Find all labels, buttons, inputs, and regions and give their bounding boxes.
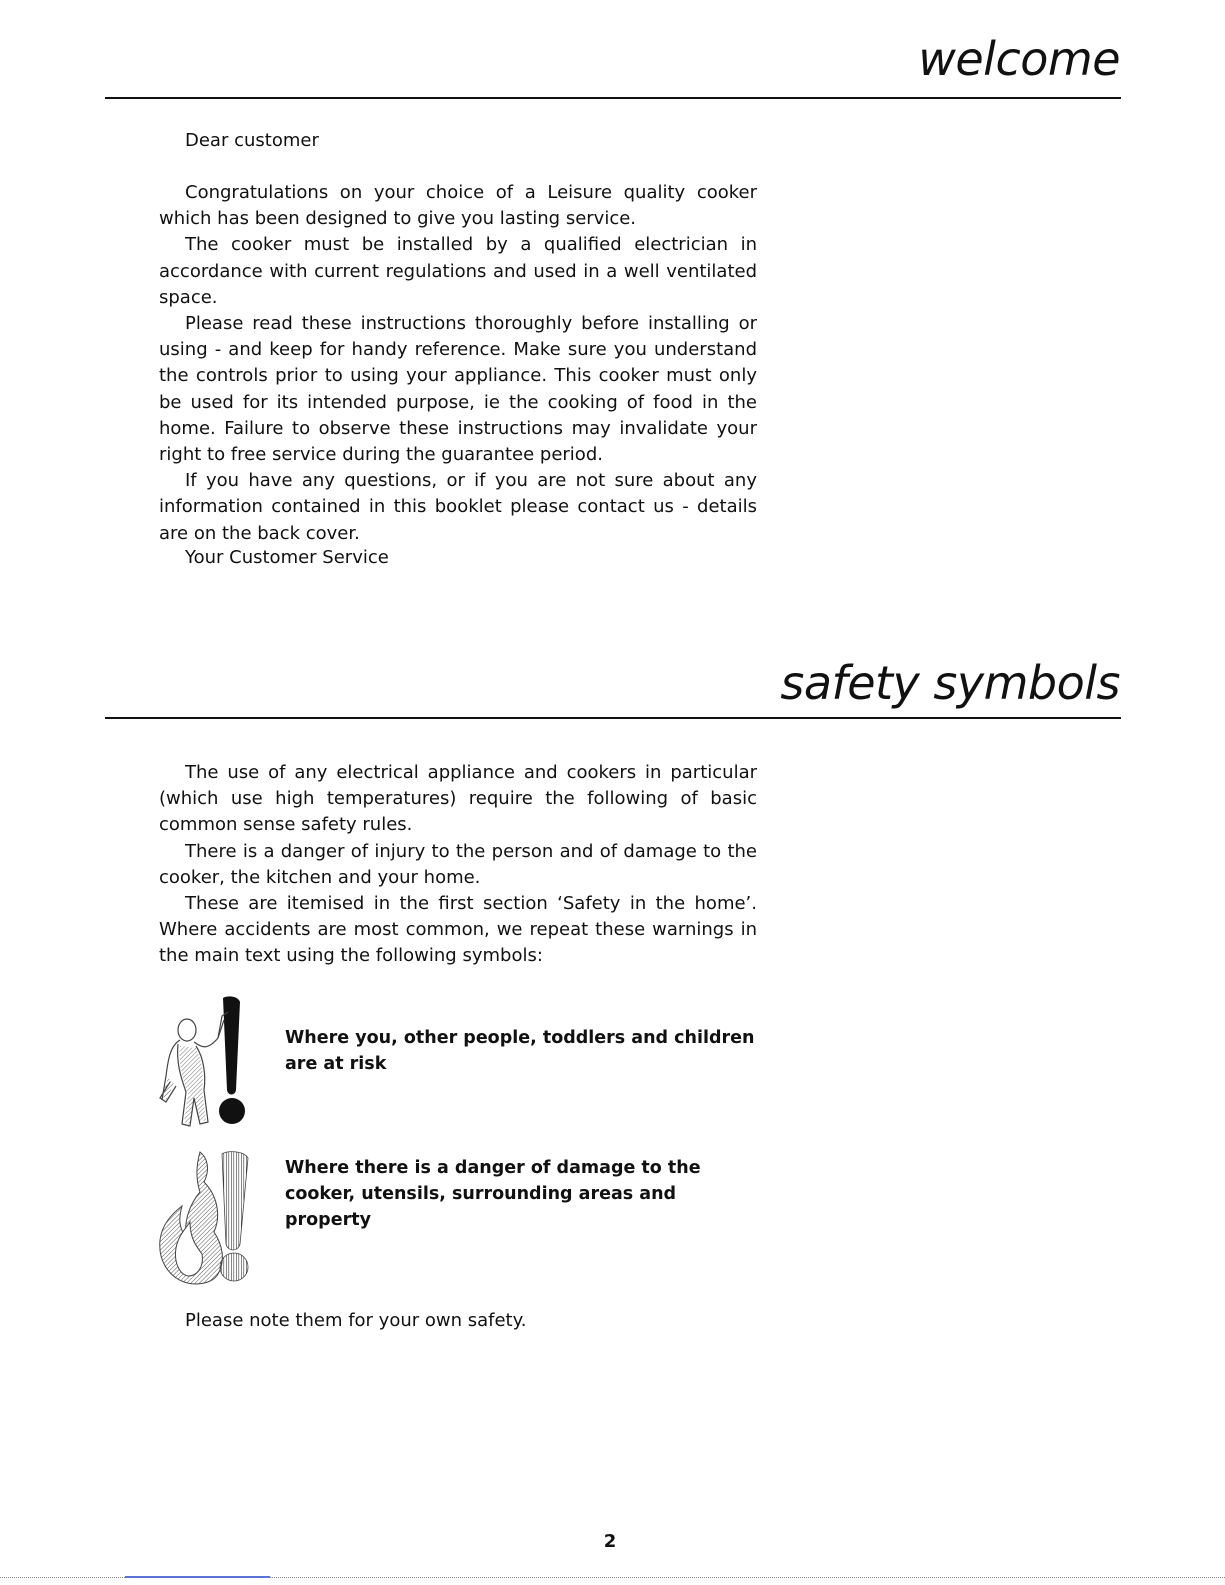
safety-rule (105, 717, 1121, 719)
symbol-person-risk-text: Where you, other people, toddlers and children are at risk (285, 1028, 755, 1075)
safety-paragraph: These are itemised in the first section ‘Safety in the home’. Where accidents are most common, we repeat these warnings in the main text using the following symbols: (159, 893, 757, 967)
safety-body (159, 760, 757, 970)
safety-symbols-heading: safety symbols (780, 656, 1120, 710)
welcome-paragraph: If you have any questions, or if you are not sure about any information contained in this booklet please contact us - details are on the back cover. (159, 470, 757, 544)
welcome-body (159, 180, 757, 547)
welcome-paragraph: Please read these instructions thoroughly before installing or using - and keep for handy reference. Make sure you understand the controls prior to using your appliance. This cooker must only be used for its intended purpose, ie the cooking of food in the home. Failure to observe these instructions may invalidate your right to free service during the guarantee period. (159, 313, 757, 466)
signoff: Your Customer Service (185, 547, 389, 568)
page-number: 2 (603, 1531, 617, 1552)
closing-note: Please note them for your own safety. (185, 1310, 527, 1331)
welcome-paragraph: Congratulations on your choice of a Leisure quality cooker which has been designed to give you lasting service. (159, 182, 757, 230)
welcome-heading: welcome (918, 32, 1120, 86)
welcome-rule (105, 97, 1121, 99)
welcome-paragraph: The cooker must be installed by a qualified electrician in accordance with current regulations and used in a well ventilated space. (159, 234, 757, 308)
person-at-risk-warning-icon (156, 990, 262, 1130)
safety-paragraph: The use of any electrical appliance and cookers in particular (which use high temperatures) require the following of basic common sense safety rules. (159, 762, 757, 836)
footer-link-underline (125, 1576, 270, 1578)
symbol-damage-text: Where there is a danger of damage to the cooker, utensils, surrounding areas and property (285, 1158, 701, 1231)
fire-damage-warning-icon (156, 1148, 262, 1288)
safety-paragraph: There is a danger of injury to the person and of damage to the cooker, the kitchen and your home. (159, 840, 757, 888)
salutation: Dear customer (185, 130, 319, 151)
